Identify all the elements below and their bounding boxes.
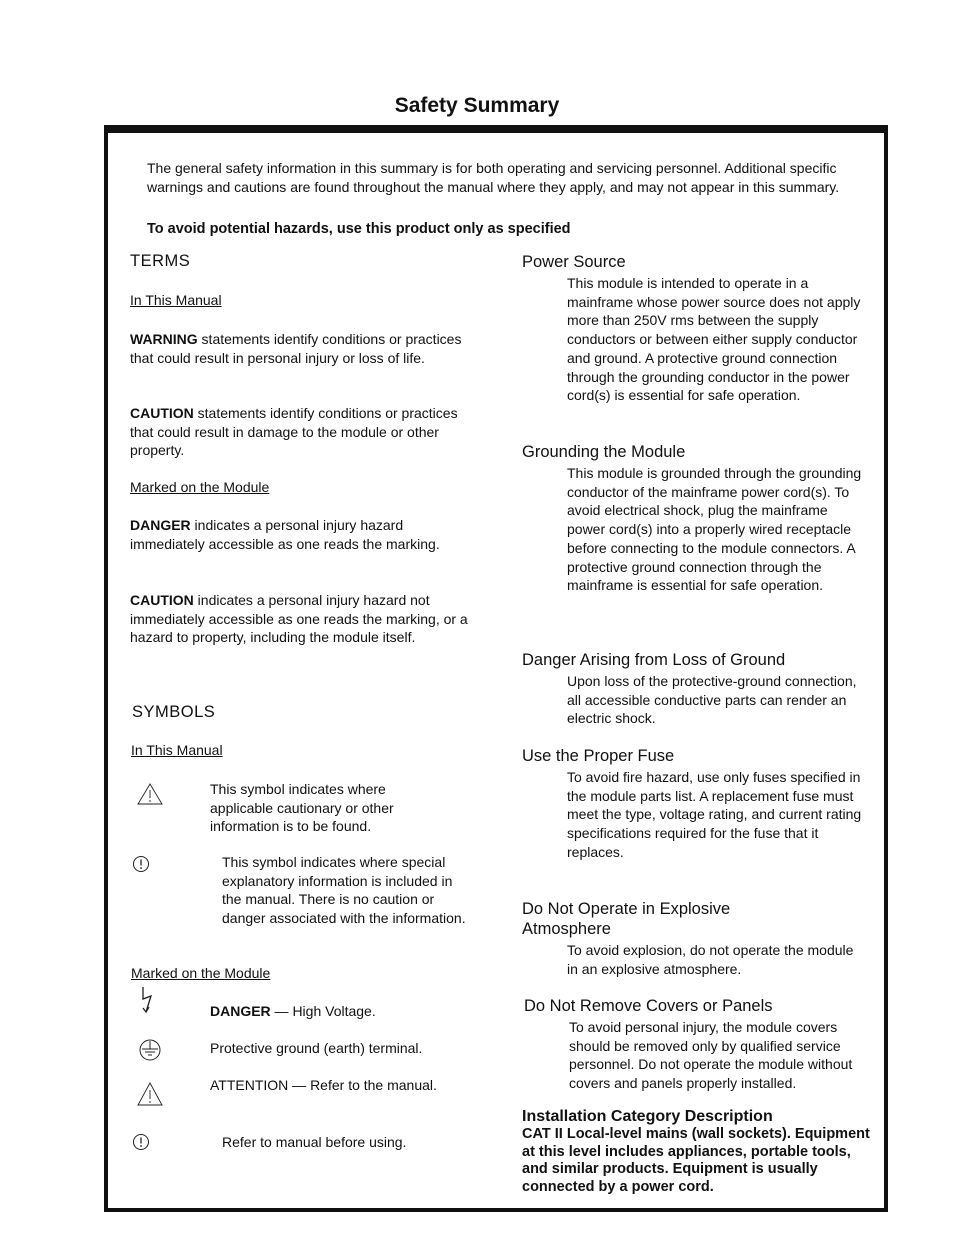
installation-category-body: CAT II Local-level mains (wall sockets). Equipment at this level includes appliances, portable tools, and similar products. Equipment is usually connected by a power cord. (522, 1126, 870, 1195)
warning-paragraph (130, 330, 475, 367)
symbols-marked-on-module: Marked on the Module (131, 965, 271, 981)
symbol1-text: This symbol indicates where applicable cautionary or other information is to be found. (210, 781, 394, 835)
danger-label: DANGER (130, 517, 191, 533)
proper-fuse-body: To avoid fire hazard, use only fuses specified in the module parts list. A replacement fuse must meet the type, voltage rating, and current rating specifications required for the fuse that it replaces. (567, 769, 862, 860)
symbols-heading: SYMBOLS (132, 703, 216, 721)
terms-heading: TERMS (130, 252, 191, 270)
grounding-body: This module is grounded through the grounding conductor of the mainframe power cord(s). To avoid electrical shock, plug the mainframe power cord(s) into a properly wired receptacle before connecting to the module connectors. A protective ground connection through the mainframe is essential for safe operation. (567, 465, 862, 594)
warning-label: WARNING (130, 331, 198, 347)
intro-paragraph: The general safety information in this summary is for both operating and servicing personnel. Additional specific warnings and cautions are found throughout the manual where they apply, and may not appear in this summary. (147, 160, 840, 195)
hv-danger-line (210, 1002, 376, 1021)
caution-label: CAUTION (130, 405, 194, 421)
caution2-text: indicates a personal injury hazard not immediately accessible as one reads the marking, or a hazard to property, including the module itself. (130, 592, 468, 646)
covers-body: To avoid personal injury, the module covers should be removed only by qualified service personnel. Do not operate the module without covers and panels properly installed. (569, 1019, 853, 1092)
page-title: Safety Summary (394, 94, 560, 117)
installation-category-heading: Installation Category Description (522, 1108, 773, 1125)
explosive-body: To avoid explosion, do not operate the module in an explosive atmosphere. (567, 942, 854, 977)
explosive-heading: Do Not Operate in Explosive Atmosphere (522, 900, 731, 938)
power-source-heading: Power Source (522, 253, 626, 271)
warning-text: statements identify conditions or practices that could result in personal injury or loss of life. (130, 331, 462, 366)
hv-danger-text: — High Voltage. (270, 1003, 376, 1019)
attention-triangle-icon (137, 1082, 163, 1106)
terms-marked-on-module: Marked on the Module (130, 479, 270, 495)
info-circle-icon (132, 855, 150, 873)
terms-in-manual: In This Manual (130, 292, 222, 308)
caution-text: statements identify conditions or practices that could result in damage to the module or other property. (130, 405, 458, 459)
proper-fuse-heading: Use the Proper Fuse (522, 747, 675, 765)
refer-manual-text: Refer to manual before using. (222, 1134, 407, 1150)
power-source-body: This module is intended to operate in a mainframe whose power source does not apply more than 250V rms between the supply conductors or between either supply conductor and ground. A protective ground connection through the grounding conductor in the power cord(s) is essential for safe operation. (567, 275, 861, 404)
avoid-hazards-statement: To avoid potential hazards, use this product only as specified (147, 221, 571, 237)
ground-terminal-text: Protective ground (earth) terminal. (210, 1040, 423, 1056)
attention-text: ATTENTION — Refer to the manual. (210, 1077, 437, 1093)
loss-of-ground-body: Upon loss of the protective-ground connection, all accessible conductive parts can render an electric shock. (567, 673, 857, 727)
high-voltage-icon (139, 985, 157, 1015)
caution-triangle-icon (137, 783, 163, 805)
symbols-in-manual: In This Manual (131, 742, 223, 758)
danger-text: indicates a personal injury hazard immediately accessible as one reads the marking. (130, 517, 440, 552)
covers-heading: Do Not Remove Covers or Panels (524, 997, 773, 1015)
hv-danger-label: DANGER (210, 1003, 271, 1019)
grounding-heading: Grounding the Module (522, 443, 686, 461)
caution2-paragraph (130, 591, 475, 647)
loss-of-ground-heading: Danger Arising from Loss of Ground (522, 651, 786, 669)
ground-terminal-icon (138, 1038, 162, 1062)
danger-paragraph (130, 516, 450, 553)
symbol2-text: This symbol indicates where special explanatory information is included in the manual. There is no caution or danger associated with the information. (222, 854, 466, 927)
caution2-label: CAUTION (130, 592, 194, 608)
refer-manual-icon (132, 1133, 150, 1151)
caution-paragraph (130, 404, 460, 460)
